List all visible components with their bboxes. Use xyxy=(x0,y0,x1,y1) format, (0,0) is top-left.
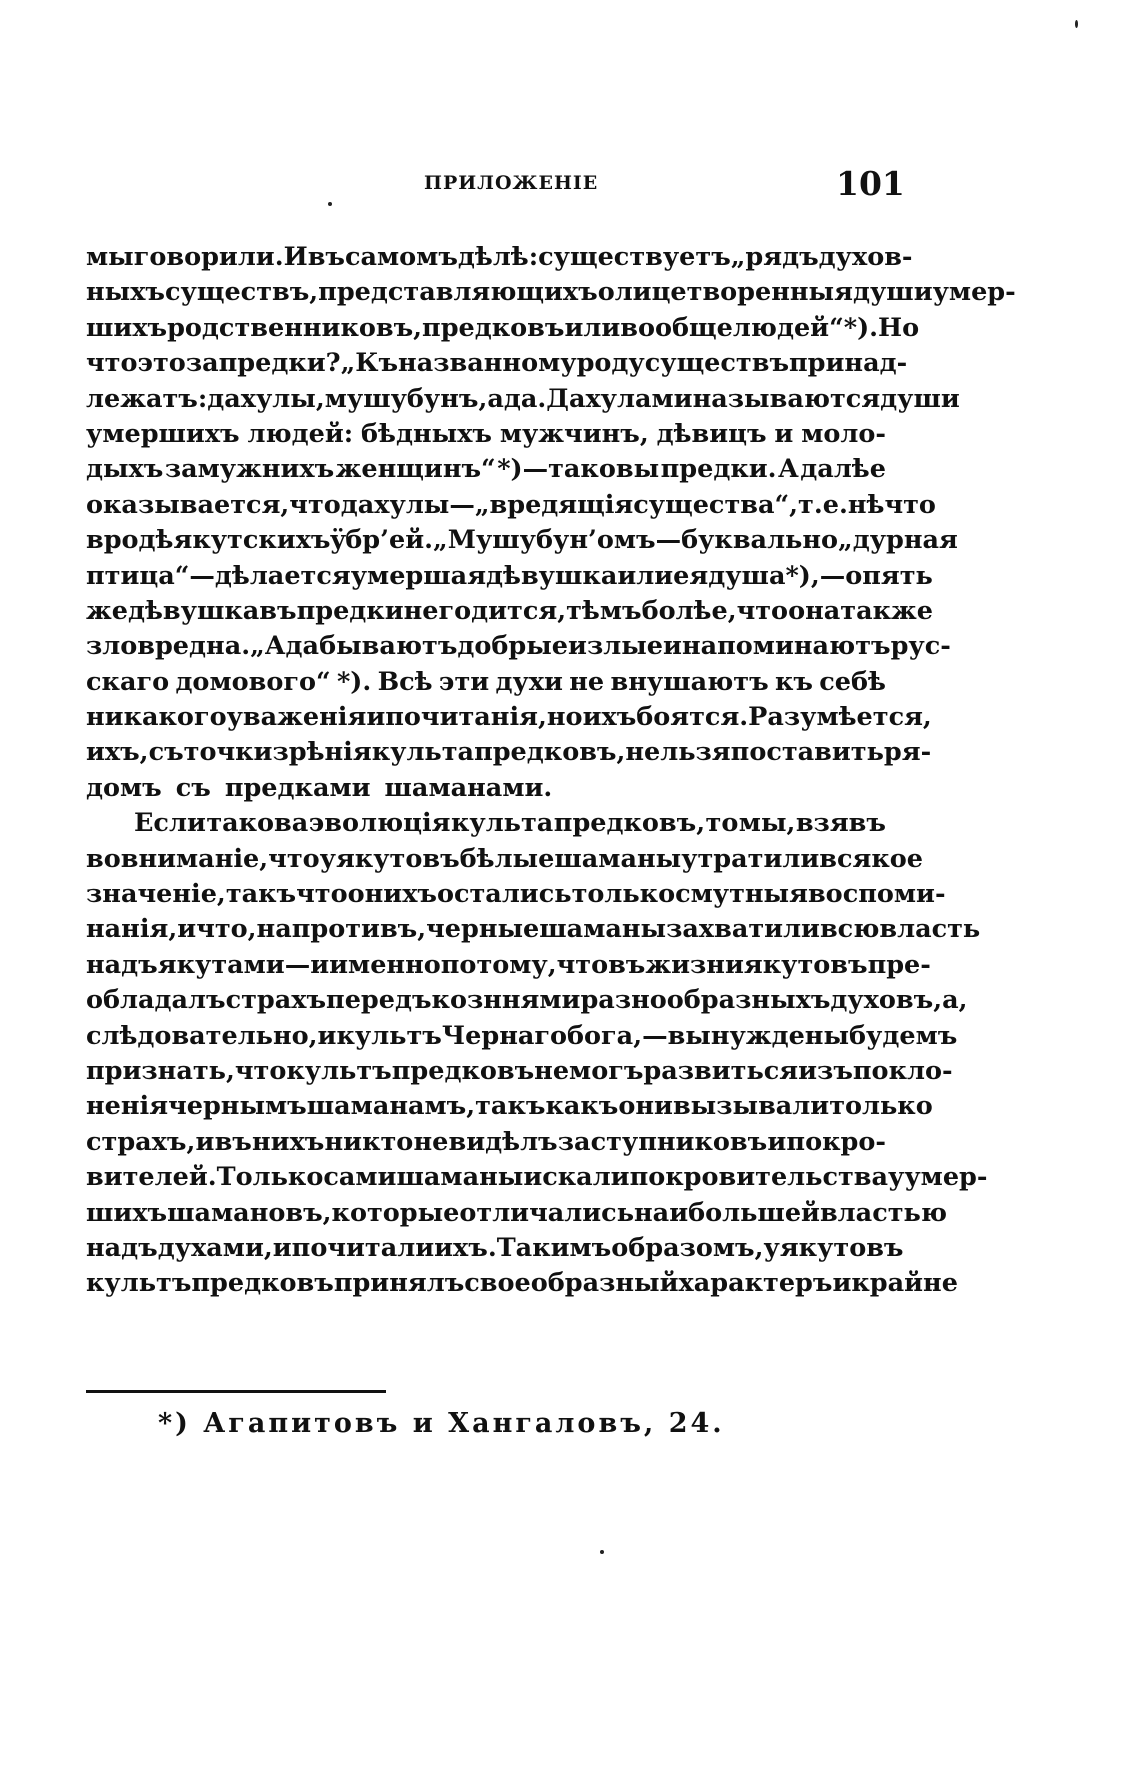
text-line xyxy=(86,275,1016,310)
word: и xyxy=(366,702,386,733)
word: дахулы—„вредящія xyxy=(340,489,634,520)
word: вообще xyxy=(620,312,733,343)
word: шамановъ, xyxy=(167,1197,332,1228)
word: умершихъ xyxy=(86,418,240,449)
text-line xyxy=(86,523,958,558)
word: развиться xyxy=(643,1055,799,1086)
word: и xyxy=(774,418,794,449)
word: эти xyxy=(438,666,490,697)
word: власть xyxy=(879,914,981,945)
text-line xyxy=(86,346,908,381)
word: культа xyxy=(450,808,554,839)
word: домъ xyxy=(86,772,162,803)
word: якутскихъ xyxy=(173,525,331,556)
word: души xyxy=(880,383,960,414)
word: крайне xyxy=(851,1268,958,1299)
word: шихъ xyxy=(86,1197,168,1228)
word: духовъ, xyxy=(830,985,943,1016)
word: своеобразный xyxy=(464,1268,679,1299)
word: предковъ, xyxy=(553,808,706,839)
word: Но xyxy=(878,312,920,343)
word: предковъ xyxy=(422,312,565,343)
word: страхъ, xyxy=(86,1126,196,1157)
word: они xyxy=(618,1091,673,1122)
word: изъ xyxy=(798,1055,853,1086)
footnote-divider xyxy=(86,1390,386,1393)
word: родственниковъ, xyxy=(167,312,423,343)
word: культа xyxy=(371,737,475,768)
word: боятся. xyxy=(636,702,749,733)
word: что xyxy=(234,1055,287,1086)
word: „дурная xyxy=(838,525,958,556)
word: такова xyxy=(206,808,309,839)
word: культъ xyxy=(336,1020,442,1051)
word: сами xyxy=(323,1162,397,1193)
word: не xyxy=(403,595,439,626)
text-line xyxy=(86,735,932,770)
text-line xyxy=(86,1266,958,1301)
word: не xyxy=(534,1055,570,1086)
word: всю xyxy=(819,914,880,945)
text-line xyxy=(86,1160,988,1195)
word: и xyxy=(177,914,197,945)
text-line xyxy=(86,665,886,700)
word: злые xyxy=(586,631,664,662)
word: видѣлъ xyxy=(448,1126,558,1157)
word: ÿбр’ей. xyxy=(330,525,434,556)
text-line xyxy=(86,452,886,487)
word: воспоми- xyxy=(807,879,946,910)
word: обладалъ xyxy=(86,985,226,1016)
word: существа“, xyxy=(633,489,799,520)
word: также xyxy=(840,595,933,626)
word: существъ, xyxy=(165,277,319,308)
word: съ xyxy=(175,772,211,803)
word: годится, xyxy=(438,595,567,626)
word: духов- xyxy=(818,242,913,272)
word: „Ада xyxy=(250,631,320,662)
word: бѣлые xyxy=(459,843,555,874)
word: ныхъ xyxy=(86,277,165,308)
word: вителей. xyxy=(86,1162,217,1193)
text-line xyxy=(86,948,931,983)
text-line xyxy=(86,806,886,841)
word: остались xyxy=(436,879,572,910)
word: у xyxy=(763,1232,780,1263)
word: захватили xyxy=(666,914,820,945)
word: шаманы xyxy=(539,914,667,945)
word: за xyxy=(185,348,219,379)
word: и xyxy=(767,1126,787,1157)
word: шаманамъ, xyxy=(306,1091,476,1122)
word: отличались xyxy=(459,1197,635,1228)
word: или xyxy=(617,560,674,591)
word: А xyxy=(778,454,799,485)
word: почитанія, xyxy=(385,702,547,733)
word: существъ xyxy=(644,348,790,379)
word: якутовъ xyxy=(779,1232,904,1263)
word: это xyxy=(137,348,186,379)
word: точки xyxy=(183,737,273,768)
word: умер- xyxy=(932,277,1016,308)
word: женщинъ“ xyxy=(335,454,496,485)
word: Дахулами xyxy=(546,383,693,414)
text-line xyxy=(86,1196,947,1231)
word: передъ xyxy=(326,985,432,1016)
word: умершая xyxy=(350,560,487,591)
word: то xyxy=(705,808,739,839)
word: что xyxy=(86,348,138,379)
text-line xyxy=(86,771,886,806)
word: названному xyxy=(398,348,577,379)
word: дѣвушка xyxy=(127,595,260,626)
word: роду xyxy=(576,348,645,379)
text-line xyxy=(86,629,951,664)
word: могъ xyxy=(569,1055,644,1086)
word: почитали xyxy=(291,1232,435,1263)
word: самомъ xyxy=(344,242,458,272)
page-number: 101 xyxy=(836,164,905,203)
word: всякое xyxy=(819,843,924,874)
word: рус- xyxy=(890,631,951,662)
word: предки? xyxy=(218,348,341,379)
text-line xyxy=(86,1231,904,1266)
word: или xyxy=(564,312,621,343)
word: „Мушубун’омъ—буквально xyxy=(433,525,839,556)
word: мужчинъ, xyxy=(499,418,649,449)
word: душа xyxy=(708,560,786,591)
text-line xyxy=(86,240,913,275)
word: зловредна. xyxy=(86,631,251,662)
word: съ xyxy=(148,737,184,768)
word: скаго xyxy=(86,666,170,697)
word: людей: xyxy=(247,418,354,449)
word: пре- xyxy=(867,949,931,980)
text-line xyxy=(86,1019,958,1054)
word: вызывали xyxy=(672,1091,830,1122)
word: представляющихъ xyxy=(318,277,598,308)
word: что xyxy=(268,843,320,874)
word: существуетъ xyxy=(538,242,731,272)
word: т. xyxy=(798,489,823,520)
word: бываютъ xyxy=(319,631,458,662)
word: жизни xyxy=(645,949,744,980)
word: но xyxy=(546,702,583,733)
word: Всѣ xyxy=(377,666,433,697)
word: души xyxy=(852,277,933,308)
word: шаманами. xyxy=(384,772,553,803)
text-line xyxy=(86,1089,933,1124)
word: оказывается, xyxy=(86,489,290,520)
word: нанія, xyxy=(86,914,178,945)
word: культъ xyxy=(286,1055,392,1086)
word: слѣдовательно, xyxy=(86,1020,318,1051)
word: козннями xyxy=(431,985,581,1016)
word: ихъ. xyxy=(434,1232,497,1263)
word: покло- xyxy=(852,1055,953,1086)
word: нѣчто xyxy=(847,489,936,520)
word: и xyxy=(317,1020,337,1051)
text-line xyxy=(86,311,920,346)
text-line xyxy=(86,417,886,452)
word: не xyxy=(569,666,605,697)
word: поставить xyxy=(730,737,884,768)
word: дѣлѣ: xyxy=(457,242,539,272)
word: бога,—вынуждены xyxy=(567,1020,850,1051)
word: духи xyxy=(495,666,563,697)
word: мушубунъ, xyxy=(324,383,488,414)
word: ихъ xyxy=(582,702,637,733)
word: предками xyxy=(224,772,371,803)
word: Если xyxy=(134,808,206,839)
word: Такимъ xyxy=(496,1232,612,1263)
word: дѣвушка xyxy=(486,560,618,591)
word: надъ xyxy=(86,949,158,980)
word: лежатъ: xyxy=(86,383,208,414)
word: и xyxy=(272,1232,292,1263)
word: только xyxy=(571,879,676,910)
body-text xyxy=(86,240,1016,1302)
text-line xyxy=(86,700,932,735)
text-line xyxy=(86,1125,886,1160)
word: характеръ xyxy=(678,1268,833,1299)
word: птица“—дѣлается xyxy=(86,560,351,591)
text-line xyxy=(86,912,981,947)
text-line xyxy=(86,382,960,417)
text-line xyxy=(86,983,968,1018)
word: болѣе, xyxy=(641,595,737,626)
word: властью xyxy=(819,1197,947,1228)
word: мы xyxy=(86,242,134,272)
word: никто xyxy=(324,1126,414,1157)
text-line xyxy=(86,842,924,877)
word: вродѣ xyxy=(86,525,174,556)
word: Разумѣется, xyxy=(748,702,932,733)
word: предковъ xyxy=(391,1055,535,1086)
word: *),—опять xyxy=(785,560,933,591)
word: эволюція xyxy=(308,808,451,839)
word: себѣ xyxy=(819,666,886,697)
word: искали xyxy=(523,1162,630,1193)
word: замужнихъ xyxy=(164,454,335,485)
word: только xyxy=(829,1091,933,1122)
word: въ xyxy=(214,1126,252,1157)
word: такъ xyxy=(475,1091,546,1122)
word: напротивъ, xyxy=(256,914,427,945)
word: *). xyxy=(843,312,879,343)
word: предковъ xyxy=(191,1268,334,1299)
word: предковъ, xyxy=(474,737,626,768)
word: покро- xyxy=(786,1126,886,1157)
word: признать, xyxy=(86,1055,235,1086)
word: взявъ xyxy=(795,808,886,839)
word: ря- xyxy=(883,737,932,768)
print-speck xyxy=(600,1550,604,1554)
word: шихъ xyxy=(86,312,168,343)
word: ихъ, xyxy=(86,737,149,768)
word: будемъ xyxy=(849,1020,958,1051)
word: внушаютъ xyxy=(610,666,769,697)
word: именно xyxy=(329,949,441,980)
word: шаманы xyxy=(396,1162,524,1193)
word: значеніе, xyxy=(86,879,226,910)
word: И xyxy=(283,242,308,272)
word: въ xyxy=(307,242,345,272)
word: она xyxy=(788,595,841,626)
word: у xyxy=(888,1162,905,1193)
word: заступниковъ xyxy=(557,1126,768,1157)
word: что xyxy=(736,595,789,626)
word: якутовъ xyxy=(743,949,868,980)
word: *)—таковы xyxy=(497,454,660,485)
word: что xyxy=(289,489,341,520)
word: и xyxy=(568,631,587,662)
word: надъ xyxy=(86,1232,158,1263)
word: ненія xyxy=(86,1091,169,1122)
text-line xyxy=(86,877,946,912)
text-line xyxy=(86,559,933,594)
text-line xyxy=(86,488,936,523)
word: Чернаго xyxy=(441,1020,568,1051)
word: чернымъ xyxy=(168,1091,307,1122)
word: мы, xyxy=(738,808,796,839)
word: смутныя xyxy=(675,879,808,910)
word: домового“ xyxy=(175,666,331,697)
word: образомъ, xyxy=(611,1232,764,1263)
word: утратили xyxy=(681,843,820,874)
word: нельзя xyxy=(625,737,731,768)
word: дахулы, xyxy=(207,383,325,414)
word: „рядъ xyxy=(730,242,819,272)
word: въ xyxy=(608,949,646,980)
word: ада. xyxy=(487,383,547,414)
word: ея xyxy=(673,560,709,591)
word: культъ xyxy=(86,1268,192,1299)
word: олицетворенныя xyxy=(597,277,853,308)
text-line xyxy=(86,1054,953,1089)
word: страхъ xyxy=(225,985,327,1016)
word: покровительства xyxy=(629,1162,889,1193)
word: разнообразныхъ xyxy=(580,985,831,1016)
word: что xyxy=(556,949,609,980)
running-header: ПРИЛОЖЕНІЕ xyxy=(424,172,599,194)
word: какъ xyxy=(545,1091,619,1122)
word: якутами—и xyxy=(157,949,330,980)
word: моло- xyxy=(801,418,886,449)
word: же xyxy=(86,595,128,626)
word: къ xyxy=(774,666,813,697)
word: предки. xyxy=(660,454,777,485)
word: не xyxy=(413,1126,449,1157)
word: Только xyxy=(216,1162,324,1193)
print-speck xyxy=(1075,20,1078,28)
word: и xyxy=(195,1126,215,1157)
word: якутовъ xyxy=(335,843,460,874)
text-line xyxy=(86,594,933,629)
word: тѣмъ xyxy=(566,595,642,626)
word: говорили. xyxy=(133,242,284,272)
word: черные xyxy=(426,914,540,945)
word: дыхъ xyxy=(86,454,164,485)
word: во xyxy=(86,843,121,874)
word: добрые xyxy=(457,631,569,662)
word: которые xyxy=(331,1197,460,1228)
word: напоминаютъ xyxy=(681,631,891,662)
word: наибольшей xyxy=(634,1197,820,1228)
word: и xyxy=(663,631,682,662)
word: духами, xyxy=(157,1232,273,1263)
word: предки xyxy=(296,595,404,626)
word: е. xyxy=(822,489,848,520)
word: о xyxy=(347,879,365,910)
word: дѣвицъ xyxy=(656,418,767,449)
word: зрѣнія xyxy=(272,737,372,768)
word: умер- xyxy=(904,1162,988,1193)
footnote: *) Агапитовъ и Хангаловъ, 24. xyxy=(158,1408,725,1439)
word: шаманы xyxy=(554,843,682,874)
word: *). xyxy=(336,666,372,697)
word: что xyxy=(296,879,348,910)
word: у xyxy=(319,843,336,874)
word: принад- xyxy=(789,348,908,379)
word: принялъ xyxy=(333,1268,465,1299)
word: потому, xyxy=(440,949,557,980)
word: въ xyxy=(259,595,297,626)
word: далѣе xyxy=(800,454,886,485)
word: нихъ xyxy=(252,1126,325,1157)
word: бѣдныхъ xyxy=(361,418,492,449)
word: а, xyxy=(942,985,968,1016)
word: что, xyxy=(196,914,257,945)
word: такъ xyxy=(225,879,297,910)
word: людей“ xyxy=(732,312,844,343)
word: уваженія xyxy=(226,702,367,733)
word: вниманіе, xyxy=(120,843,269,874)
word: и xyxy=(832,1268,852,1299)
word: никакого xyxy=(86,702,227,733)
word: называются xyxy=(692,383,881,414)
word: „Къ xyxy=(340,348,399,379)
word: нихъ xyxy=(364,879,437,910)
print-speck xyxy=(328,202,332,206)
